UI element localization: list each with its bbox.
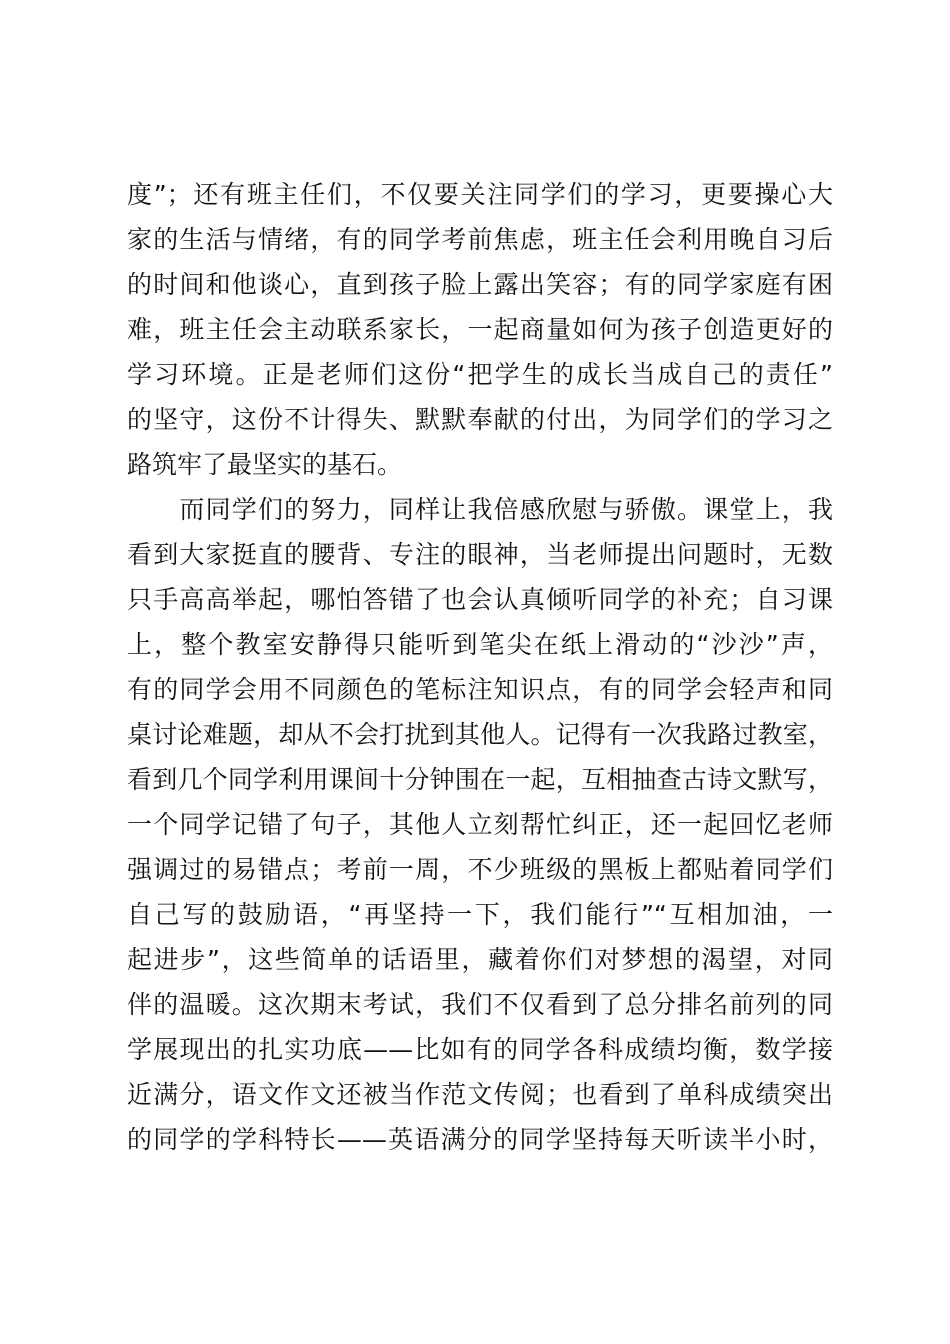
text-line: 只手高高举起，哪怕答错了也会认真倾听同学的补充；自习课 [127, 585, 833, 614]
text-line: 桌讨论难题，却从不会打扰到其他人。记得有一次我路过教室， [127, 720, 833, 749]
paragraph-2 [127, 487, 833, 1162]
text-line: 的同学的学科特长——英语满分的同学坚持每天听读半小时， [127, 1125, 833, 1154]
text-line: 学习环境。正是老师们这份“把学生的成长当成自己的责任” [127, 360, 833, 389]
text-line: 学展现出的扎实功底——比如有的同学各科成绩均衡，数学接 [127, 1035, 833, 1064]
text-line: 近满分，语文作文还被当作范文传阅；也看到了单科成绩突出 [127, 1080, 833, 1109]
paragraph-1 [127, 172, 833, 487]
text-line: 强调过的易错点；考前一周，不少班级的黑板上都贴着同学们 [127, 855, 833, 884]
text-line: 有的同学会用不同颜色的笔标注知识点，有的同学会轻声和同 [127, 675, 833, 704]
text-line: 而同学们的努力，同样让我倍感欣慰与骄傲。课堂上，我 [127, 495, 833, 524]
text-line: 的坚守，这份不计得失、默默奉献的付出，为同学们的学习之 [127, 405, 833, 434]
text-line: 的时间和他谈心，直到孩子脸上露出笑容；有的同学家庭有困 [127, 270, 833, 299]
text-line: 自己写的鼓励语，“再坚持一下，我们能行”“互相加油，一 [127, 900, 833, 929]
text-line: 看到大家挺直的腰背、专注的眼神，当老师提出问题时，无数 [127, 540, 833, 569]
text-line: 一个同学记错了句子，其他人立刻帮忙纠正，还一起回忆老师 [127, 810, 833, 839]
text-line: 看到几个同学利用课间十分钟围在一起，互相抽查古诗文默写， [127, 765, 833, 794]
text-line: 上，整个教室安静得只能听到笔尖在纸上滑动的“沙沙”声， [127, 630, 833, 659]
text-line: 路筑牢了最坚实的基石。 [127, 450, 403, 479]
body-text [127, 172, 833, 1162]
text-line: 家的生活与情绪，有的同学考前焦虑，班主任会利用晚自习后 [127, 225, 833, 254]
text-line: 伴的温暖。这次期末考试，我们不仅看到了总分排名前列的同 [127, 990, 833, 1019]
text-line: 起进步”，这些简单的话语里，藏着你们对梦想的渴望，对同 [127, 945, 833, 974]
text-line: 度”；还有班主任们，不仅要关注同学们的学习，更要操心大 [127, 180, 833, 209]
text-line: 难，班主任会主动联系家长，一起商量如何为孩子创造更好的 [127, 315, 833, 344]
